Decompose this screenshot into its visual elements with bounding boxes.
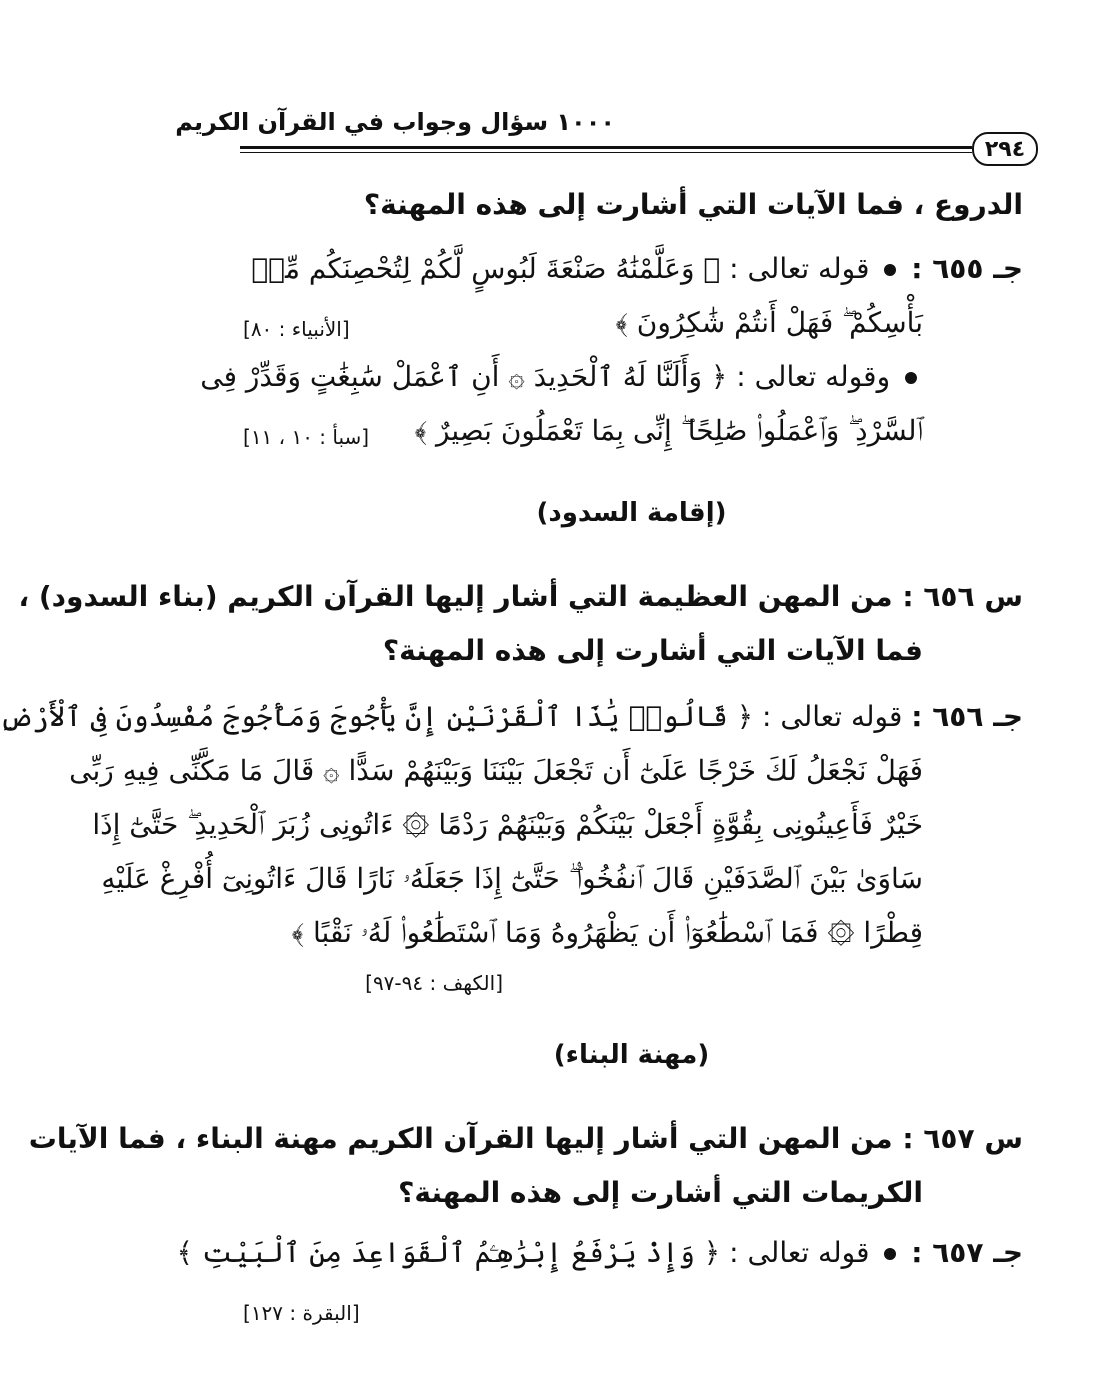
answer-655-line-3 (200, 350, 1023, 404)
answer-657-line-1 (176, 1226, 1023, 1325)
answer-label: جـ ٦٥٧ : (911, 1236, 1023, 1269)
verse-lead: وقوله تعالى : (736, 360, 891, 393)
verse-reference: [الأنبياء : ٨٠] (243, 317, 350, 341)
answer-656-line-3: خَيْرٌ فَأَعِينُونِى بِقُوَّةٍ أَجْعَلْ بَيْنَكُمْ وَبَيْنَهُمْ رَدْمًا ۞ ءَاتُونِى زُبَرَ ٱلْحَدِيدِ ۖ حَتَّىٰٓ إِذَا (92, 808, 923, 841)
section-heading-dams: (إقامة السدود) (536, 498, 727, 528)
question-label: س ٦٥٧ : (902, 1122, 1023, 1155)
verse-reference: [البقرة : ١٢٧] (243, 1301, 360, 1325)
answer-657 (176, 1226, 1023, 1340)
section-heading-building: (مهنة البناء) (553, 1040, 710, 1070)
bullet-icon (884, 1248, 896, 1260)
bullet-icon (905, 372, 917, 384)
answer-656-line-1 (0, 690, 1023, 744)
verse-lead: قوله تعالى : (729, 1236, 870, 1269)
quran-verse: ﴿ قَالُوا۟ يَٰذَا ٱلْقَرْنَيْنِ إِنَّ يَأْجُوجَ وَمَأْجُوجَ مُفْسِدُونَ فِى ٱلْأَرْضِ (0, 700, 754, 733)
bullet-icon (884, 264, 896, 276)
answer-label: جـ ٦٥٥ : (911, 252, 1023, 285)
intro-question-continuation (343, 178, 1023, 232)
verse-reference: [سبأ : ١٠ ، ١١] (243, 425, 370, 449)
answer-655-line-2 (243, 296, 1023, 350)
answer-656-line-5: قِطْرًا ۞ فَمَا ٱسْطَٰعُوٓا۟ أَن يَظْهَرُوهُ وَمَا ٱسْتَطَٰعُوا۟ لَهُۥ نَقْبًا ﴾ (291, 916, 923, 949)
verse-lead: قوله تعالى : (729, 252, 870, 285)
question-657-line-1 (28, 1112, 1023, 1166)
answer-656-line-2: فَهَلْ نَجْعَلُ لَكَ خَرْجًا عَلَىٰٓ أَن تَجْعَلَ بَيْنَنَا وَبَيْنَهُمْ سَدًّا ۞ قَالَ مَا مَكَّنِّى فِيهِ رَبِّى (69, 754, 923, 787)
answer-656-reference-row (263, 962, 1023, 998)
quran-verse: بَأْسِكُمْ ۖ فَهَلْ أَنتُمْ شَٰكِرُونَ ﴾ (615, 306, 923, 339)
question-657-line-2: الكريمات التي أشارت إلى هذه المهنة؟ (398, 1176, 923, 1209)
verse-lead: قوله تعالى : (762, 700, 903, 733)
question-text: من المهن التي أشار إليها القرآن الكريم مهنة البناء ، فما الآيات (28, 1122, 893, 1155)
answer-655-line-4 (243, 404, 1023, 458)
answer-656-line-4: سَاوَىٰ بَيْنَ ٱلصَّدَفَيْنِ قَالَ ٱنفُخُوا۟ ۖ حَتَّىٰٓ إِذَا جَعَلَهُۥ نَارًا قَالَ ءَاتُونِىٓ أُفْرِغْ عَلَيْهِ (101, 862, 923, 895)
question-656 (18, 570, 1023, 678)
answer-655 (200, 242, 1023, 464)
question-656-line-2: فما الآيات التي أشارت إلى هذه المهنة؟ (382, 634, 923, 667)
question-656-line-1 (18, 570, 1023, 624)
quran-verse: ٱلسَّرْدِ ۖ وَٱعْمَلُوا۟ صَٰلِحًا ۖ إِنِّى بِمَا تَعْمَلُونَ بَصِيرٌ ﴾ (414, 414, 923, 447)
answer-label: جـ ٦٥٦ : (911, 700, 1023, 733)
question-657 (28, 1112, 1023, 1220)
answer-655-line-1 (243, 242, 1023, 296)
answer-656 (0, 690, 1023, 960)
verse-reference: [الكهف : ٩٤-٩٧] (365, 971, 503, 995)
quran-verse: ﴿ وَإِذْ يَرْفَعُ إِبْرَٰهِـۧمُ ٱلْقَوَاعِدَ مِنَ ٱلْبَيْتِ ﴾ (176, 1236, 721, 1269)
intro-text: الدروع ، فما الآيات التي أشارت إلى هذه المهنة؟ (363, 188, 1023, 221)
header-rule (240, 146, 972, 153)
question-text: من المهن العظيمة التي أشار إليها القرآن الكريم (بناء السدود) ، (18, 580, 893, 613)
question-label: س ٦٥٦ : (902, 580, 1023, 613)
quran-verse: ﴿ وَعَلَّمْنَٰهُ صَنْعَةَ لَبُوسٍ لَّكُمْ لِتُحْصِنَكُم مِّنۢ (251, 252, 721, 285)
running-header-title: ١٠٠٠ سؤال وجواب في القرآن الكريم (175, 108, 615, 136)
quran-verse: ﴿ وَأَلَنَّا لَهُ ٱلْحَدِيدَ ۞ أَنِ ٱعْمَلْ سَٰبِغَٰتٍ وَقَدِّرْ فِى (200, 360, 728, 393)
page-number: ٢٩٤ (972, 132, 1038, 166)
